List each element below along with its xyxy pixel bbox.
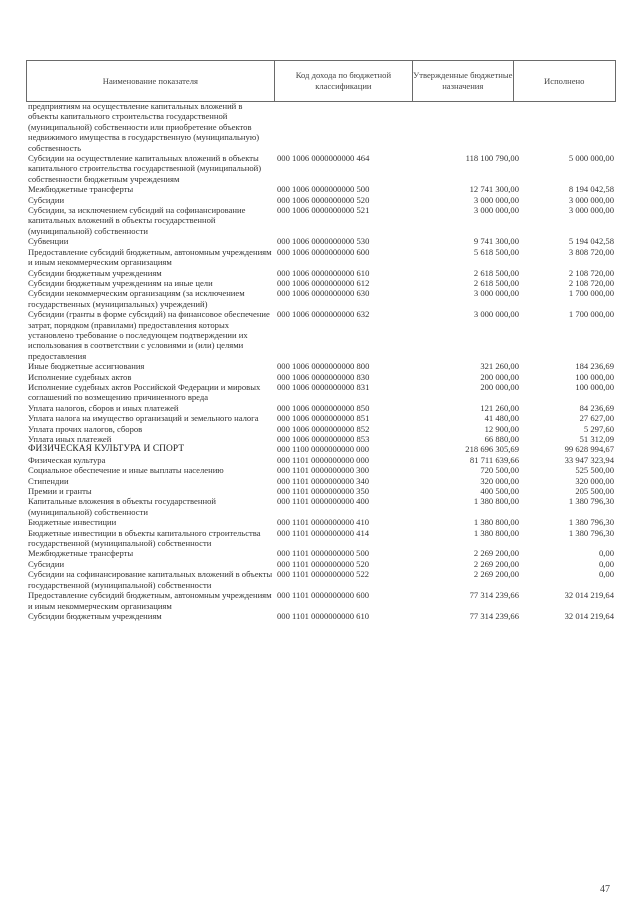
row-name: Субвенции [28, 236, 69, 247]
row-approved: 1 380 800,00 [473, 527, 519, 538]
row-code: 000 1101 0000000000 000 [277, 454, 370, 465]
table-row [28, 548, 614, 558]
row-name: Капитальные вложения в объекты государственной (муниципальной) собственности [28, 496, 216, 517]
table-row [28, 413, 614, 423]
row-name: Субсидии [28, 194, 65, 205]
row-executed: 3 808 720,00 [568, 246, 614, 257]
row-code: 000 1101 0000000000 400 [277, 496, 370, 507]
row-code: 000 1006 0000000000 600 [277, 246, 370, 257]
row-code: 000 1101 0000000000 600 [277, 590, 370, 601]
table-row [28, 486, 614, 496]
table-row [28, 403, 614, 413]
table-row [28, 611, 614, 621]
table-body [28, 101, 614, 621]
table-row [28, 195, 614, 205]
row-executed: 8 194 042,58 [568, 184, 614, 195]
row-name: Субсидии бюджетным учреждениям на иные цели [28, 277, 213, 288]
row-approved: 2 618 500,00 [473, 277, 519, 288]
row-executed: 205 500,00 [575, 486, 614, 497]
table-row [28, 434, 614, 444]
row-code: 000 1101 0000000000 350 [277, 486, 370, 497]
header-approved: Утвержденные бюджетные назначения [413, 61, 513, 101]
row-code: 000 1101 0000000000 610 [277, 610, 370, 621]
row-approved: 81 711 639,66 [469, 454, 519, 465]
row-approved: 121 260,00 [480, 402, 519, 413]
row-name: Исполнение судебных актов Российской Федерации и мировых соглашений по возмещению причиненного вреда [28, 381, 261, 403]
row-executed: 5 194 042,58 [568, 236, 614, 247]
row-name: Межбюджетные трансферты [28, 548, 134, 559]
row-approved: 200 000,00 [480, 381, 519, 392]
row-name: Бюджетные инвестиции в объекты капитального строительства государственной (муниципальной) собственности [28, 527, 261, 549]
row-approved: 12 741 300,00 [469, 184, 519, 195]
row-name: Исполнение судебных актов [28, 371, 132, 382]
row-executed: 1 380 796,30 [568, 517, 614, 528]
row-executed: 33 947 323,94 [564, 454, 614, 465]
table-row [28, 424, 614, 434]
row-executed: 3 000 000,00 [568, 205, 614, 216]
row-executed: 0,00 [598, 548, 614, 559]
row-approved: 12 900,00 [484, 423, 519, 434]
row-code: 000 1006 0000000000 852 [277, 423, 370, 434]
row-name: Социальное обеспечение и иные выплаты населению [28, 465, 224, 476]
row-name: Субсидии, за исключением субсидий на софинансирование капитальных вложений в объекты государственной (муниципальной) собственности [28, 205, 246, 236]
row-code: 000 1101 0000000000 414 [277, 527, 370, 538]
row-approved: 2 269 200,00 [473, 548, 519, 559]
row-code: 000 1006 0000000000 632 [277, 309, 370, 320]
table-row [28, 444, 614, 454]
row-approved: 400 500,00 [480, 486, 519, 497]
row-executed: 27 627,00 [579, 413, 614, 424]
table-header [26, 60, 616, 102]
table-row [28, 205, 614, 236]
row-code: 000 1006 0000000000 520 [277, 194, 370, 205]
row-code: 000 1101 0000000000 500 [277, 548, 370, 559]
row-approved: 200 000,00 [480, 371, 519, 382]
table-row [28, 101, 614, 153]
row-executed: 32 014 219,64 [564, 610, 614, 621]
table-row [28, 268, 614, 278]
row-name: Уплата прочих налогов, сборов [28, 423, 143, 434]
row-executed: 51 312,09 [579, 434, 614, 444]
row-code [277, 101, 433, 153]
row-approved: 320 000,00 [480, 475, 519, 486]
row-code: 000 1006 0000000000 530 [277, 236, 370, 247]
row-code: 000 1006 0000000000 850 [277, 402, 370, 413]
table-row [28, 590, 614, 611]
row-approved: 77 314 239,66 [469, 610, 519, 621]
row-code: 000 1101 0000000000 522 [277, 569, 370, 580]
table-row [28, 184, 614, 194]
row-approved: 1 380 800,00 [473, 496, 519, 507]
row-approved: 2 269 200,00 [473, 558, 519, 569]
row-approved: 720 500,00 [480, 465, 519, 476]
table-row [28, 153, 614, 184]
table-row [28, 288, 614, 309]
row-executed: 3 000 000,00 [568, 194, 614, 205]
row-code: 000 1006 0000000000 500 [277, 184, 370, 195]
table-row [28, 476, 614, 486]
table-row [28, 569, 614, 590]
row-executed: 1 380 796,30 [568, 496, 614, 507]
row-executed: 1 700 000,00 [568, 288, 614, 299]
row-executed: 0,00 [598, 558, 614, 569]
row-name: Субсидии [28, 558, 65, 569]
page-number: 47 [600, 884, 610, 895]
row-approved: 218 696 305,69 [465, 444, 519, 455]
row-code: 000 1006 0000000000 800 [277, 361, 370, 372]
table-row [28, 247, 614, 268]
table-row [28, 361, 614, 371]
row-code: 000 1101 0000000000 300 [277, 465, 370, 476]
row-code: 000 1006 0000000000 630 [277, 288, 370, 299]
row-executed: 100 000,00 [575, 381, 614, 392]
row-code: 000 1006 0000000000 464 [277, 153, 370, 164]
row-approved [433, 101, 519, 153]
table-row [28, 278, 614, 288]
row-approved: 77 314 239,66 [469, 590, 519, 601]
row-name: Предоставление субсидий бюджетным, автономным учреждениям и иным некоммерческим организациям [28, 590, 272, 611]
row-name: Межбюджетные трансферты [28, 184, 134, 195]
row-name: Уплата налогов, сборов и иных платежей [28, 402, 179, 413]
row-approved: 41 480,00 [484, 413, 519, 424]
row-name: Физическая культура [28, 454, 106, 465]
table-row [28, 517, 614, 527]
row-executed: 5 297,60 [583, 423, 614, 434]
row-executed: 84 236,69 [579, 402, 614, 413]
row-code: 000 1006 0000000000 610 [277, 267, 370, 278]
row-code: 000 1101 0000000000 340 [277, 475, 370, 486]
row-executed: 184 236,69 [575, 361, 614, 372]
row-name: Субсидии на софинансирование капитальных вложений в объекты государственной (муниципальной) собственности [28, 569, 273, 590]
row-executed: 5 000 000,00 [568, 153, 614, 164]
row-approved: 66 880,00 [484, 434, 519, 444]
row-executed: 2 108 720,00 [568, 277, 614, 288]
table-row [28, 465, 614, 475]
row-code: 000 1006 0000000000 851 [277, 413, 370, 424]
table-row [28, 496, 614, 517]
row-approved: 1 380 800,00 [473, 517, 519, 528]
row-approved: 2 618 500,00 [473, 267, 519, 278]
row-name: предприятиям на осуществление капитальных вложений в объекты капитального строительства государственной (муниципальной) собственности или приобретение объектов недвижимого имущества в государственную (муниципальную) собственность [28, 101, 260, 153]
row-name: Субсидии бюджетным учреждениям [28, 267, 162, 278]
row-approved: 3 000 000,00 [473, 309, 519, 320]
row-approved: 3 000 000,00 [473, 194, 519, 205]
row-executed: 100 000,00 [575, 371, 614, 382]
table-row [28, 236, 614, 246]
row-executed: 320 000,00 [575, 475, 614, 486]
row-name: Иные бюджетные ассигнования [28, 361, 145, 372]
row-approved: 3 000 000,00 [473, 288, 519, 299]
row-approved: 3 000 000,00 [473, 205, 519, 216]
row-executed: 2 108 720,00 [568, 267, 614, 278]
row-executed: 32 014 219,64 [564, 590, 614, 601]
row-executed: 1 380 796,30 [568, 527, 614, 538]
table-row [28, 309, 614, 361]
row-code: 000 1006 0000000000 830 [277, 371, 370, 382]
row-name: Субсидии некоммерческим организациям (за исключением государственных (муниципальных) учреждений) [28, 288, 245, 309]
row-executed: 525 500,00 [575, 465, 614, 476]
row-approved: 2 269 200,00 [473, 569, 519, 580]
row-name: ФИЗИЧЕСКАЯ КУЛЬТУРА И СПОРТ [28, 444, 185, 455]
row-approved: 9 741 300,00 [473, 236, 519, 247]
row-name: Премии и гранты [28, 486, 92, 497]
row-approved: 118 100 790,00 [465, 153, 519, 164]
row-code: 000 1101 0000000000 520 [277, 558, 370, 569]
row-approved: 321 260,00 [480, 361, 519, 372]
row-name: Уплата иных платежей [28, 434, 112, 444]
row-name: Стипендии [28, 475, 69, 486]
row-approved: 5 618 500,00 [473, 246, 519, 257]
row-code: 000 1006 0000000000 612 [277, 277, 370, 288]
table-row [28, 528, 614, 549]
row-executed: 99 628 994,67 [564, 444, 614, 455]
table-row [28, 455, 614, 465]
row-code: 000 1006 0000000000 831 [277, 381, 370, 392]
row-name: Субсидии (гранты в форме субсидий) на финансовое обеспечение затрат, порядком (правилами) предоставления которых установлено требование о последующем подтверждении их использования в соответствии с условиями и (или) целями предоставления [28, 309, 270, 361]
row-executed: 0,00 [598, 569, 614, 580]
row-name: Уплата налога на имущество организаций и земельного налога [28, 413, 259, 424]
table-row [28, 382, 614, 403]
row-code: 000 1006 0000000000 521 [277, 205, 370, 216]
header-executed: Исполнено [544, 75, 585, 86]
row-executed [519, 101, 614, 153]
row-code: 000 1100 0000000000 000 [277, 444, 370, 455]
row-executed: 1 700 000,00 [568, 309, 614, 320]
row-code: 000 1101 0000000000 410 [277, 517, 370, 528]
row-name: Предоставление субсидий бюджетным, автономным учреждениям и иным некоммерческим организациям [28, 246, 272, 268]
row-name: Субсидии на осуществление капитальных вложений в объекты капитального строительства государственной (муниципальной) собственности бюджетным учреждениям [28, 153, 262, 184]
row-code: 000 1006 0000000000 853 [277, 434, 370, 444]
table-row [28, 372, 614, 382]
header-code: Код дохода по бюджетной классификации [275, 61, 413, 101]
row-name: Бюджетные инвестиции [28, 517, 117, 528]
table-row [28, 559, 614, 569]
row-name: Субсидии бюджетным учреждениям [28, 610, 162, 621]
header-name: Наименование показателя [27, 61, 275, 101]
